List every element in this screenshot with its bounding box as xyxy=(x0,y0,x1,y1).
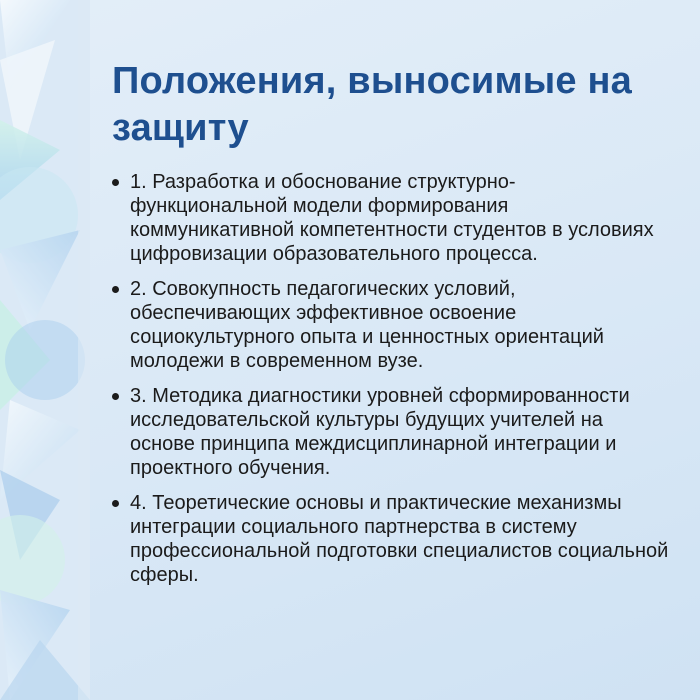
theses-list xyxy=(112,170,672,598)
list-item-text: 1. Разработка и обоснование структурно-функциональной модели формирования коммуникативной компетентности студентов в условиях цифровизации образовательного процесса. xyxy=(130,171,654,265)
geometric-pattern-strip xyxy=(0,0,90,700)
bullet-icon xyxy=(112,393,119,400)
list-item-text: 3. Методика диагностики уровней сформированности исследовательской культуры будущих учителей на основе принципа междисциплинарной интеграции и проектного обучения. xyxy=(130,385,630,479)
bullet-icon xyxy=(112,500,119,507)
list-item xyxy=(112,384,672,480)
bullet-icon xyxy=(112,286,119,293)
list-item xyxy=(112,491,672,587)
list-item-text: 4. Теоретические основы и практические механизмы интеграции социального партнерства в систему профессиональной подготовки специалистов социальной сферы. xyxy=(130,492,669,586)
slide-title: Положения, выносимые на защиту xyxy=(112,60,633,149)
list-item-text: 2. Совокупность педагогических условий, обеспечивающих эффективное освоение социокультурного опыта и ценностных ориентаций молодежи в современном вузе. xyxy=(130,278,604,372)
list-item xyxy=(112,170,672,266)
list-item xyxy=(112,277,672,373)
bullet-icon xyxy=(112,179,119,186)
